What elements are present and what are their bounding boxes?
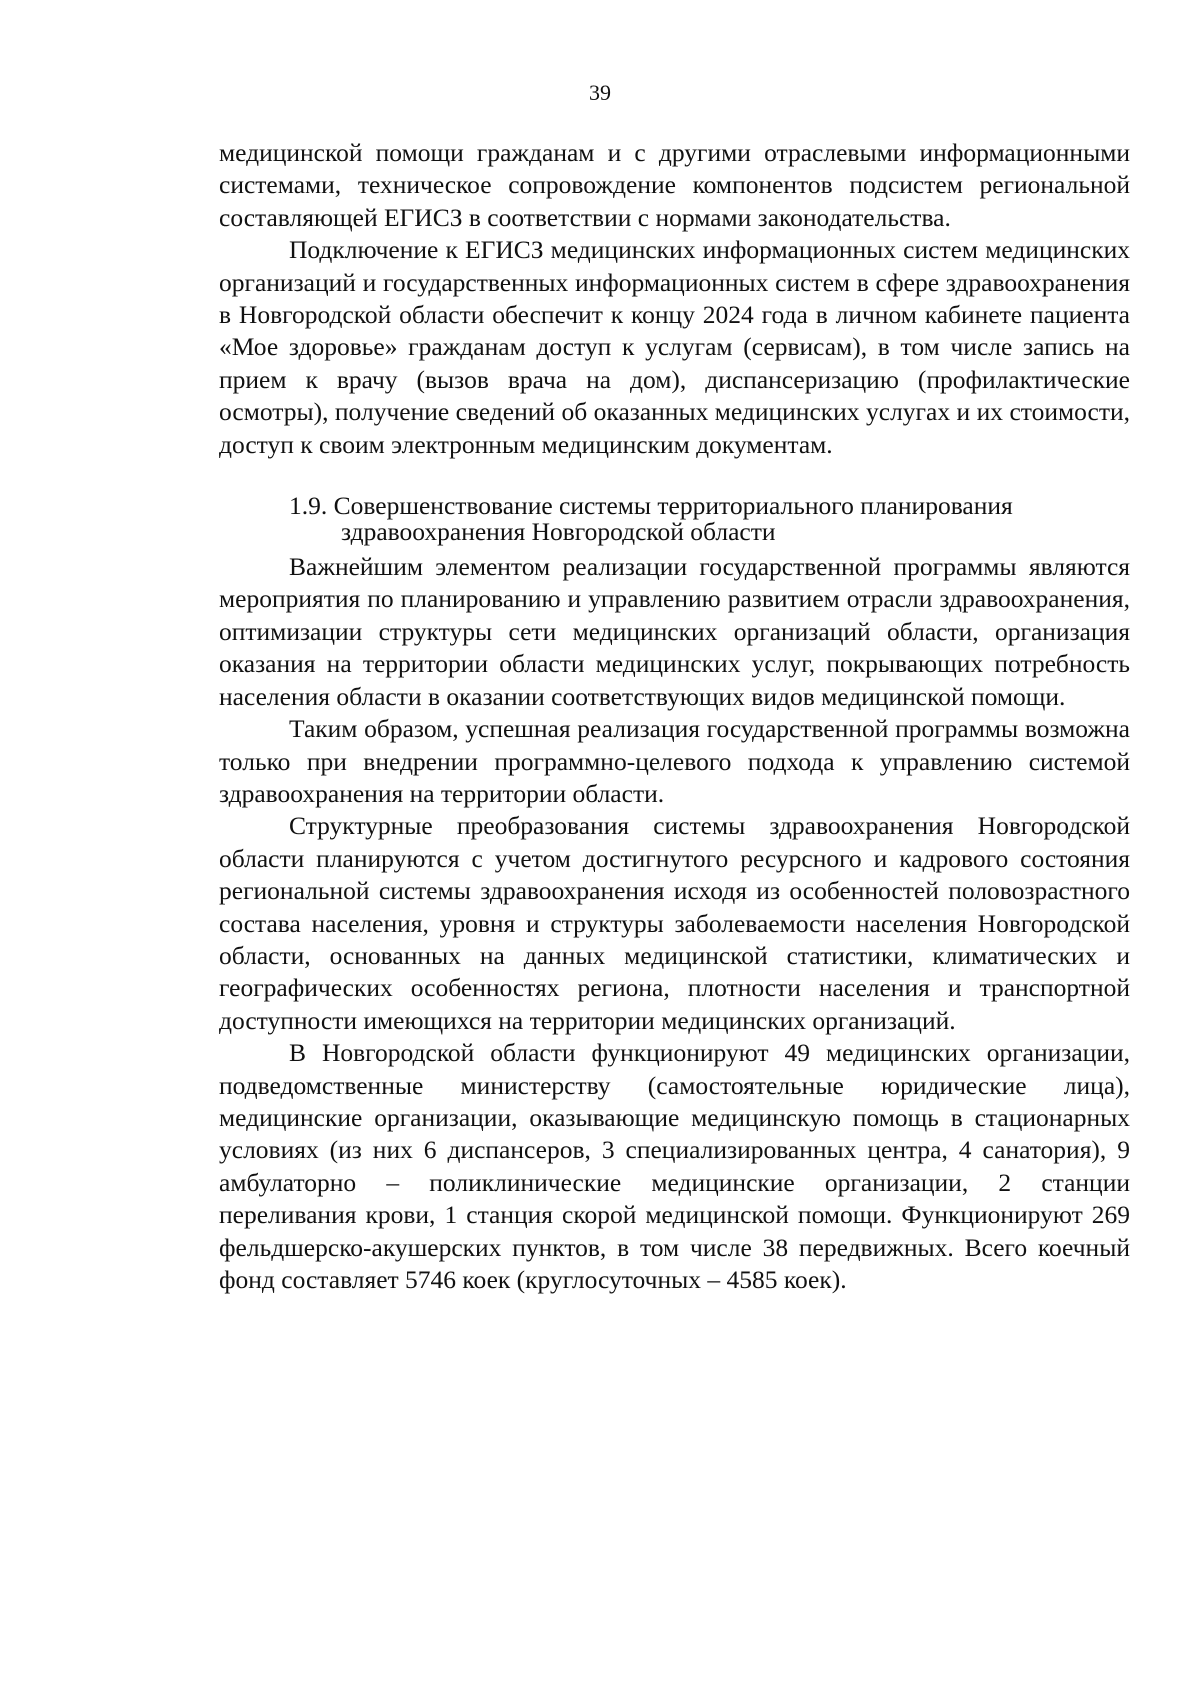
paragraph-structural-changes: Структурные преобразования системы здравоохранения Новгородской области планируются с учетом достигнутого ресурсного и кадрового состояния региональной системы здравоохранения исходя из особенностей половозрастного состава населения, уровня и структуры заболеваемости населения Новгородской области, основанных на данных медицинской статистики, климатических и географических особенностях региона, плотности населения и транспортной доступности имеющихся на территории медицинских организаций. [219,811,1130,1035]
section-number: 1.9. [289,491,328,521]
paragraph-continuation: медицинской помощи гражданам и с другими отраслевыми информационными системами, техническое сопровождение компонентов подсистем региональной составляющей ЕГИСЗ в соответствии с нормами законодательства. [219,138,1130,232]
document-body [219,137,1130,1296]
paragraph-medical-organizations: В Новгородской области функционируют 49 медицинских организации, подведомственные министерству (самостоятельные юридические лица), медицинские организации, оказывающие медицинскую помощь в стационарных условиях (из них 6 диспансеров, 3 специализированных центра, 4 санатория), 9 амбулаторно – поликлинические медицинские организации, 2 станции переливания крови, 1 станция скорой медицинской помощи. Функционируют 269 фельдшерско-акушерских пунктов, в том числе 38 передвижных. Всего коечный фонд составляет 5746 коек (круглосуточных – 4585 коек). [219,1038,1130,1294]
paragraph-key-element: Важнейшим элементом реализации государственной программы являются мероприятия по планированию и управлению развитием отрасли здравоохранения, оптимизации структуры сети медицинских организаций области, организация оказания на территории области медицинских услуг, покрывающих потребность населения области в оказании соответствующих видов медицинской помощи. [219,552,1130,711]
paragraph-egisz-connection: Подключение к ЕГИСЗ медицинских информационных систем медицинских организаций и государственных информационных систем в сфере здравоохранения в Новгородской области обеспечит к концу 2024 года в личном кабинете пациента «Мое здоровье» гражданам доступ к услугам (сервисам), в том числе запись на прием к врачу (вызов врача на дом), диспансеризацию (профилактические осмотры), получение сведений об оказанных медицинских услугах и их стоимости, доступ к своим электронным медицинским документам. [219,235,1130,459]
section-heading [219,493,1130,545]
section-title-line2: здравоохранения Новгородской области [341,517,776,547]
page-number: 39 [589,80,611,105]
paragraph-successful-implementation: Таким образом, успешная реализация государственной программы возможна только при внедрении программно-целевого подхода к управлению системой здравоохранения на территории области. [219,714,1130,808]
section-title-line1: Совершенствование системы территориального планирования [333,491,1013,521]
